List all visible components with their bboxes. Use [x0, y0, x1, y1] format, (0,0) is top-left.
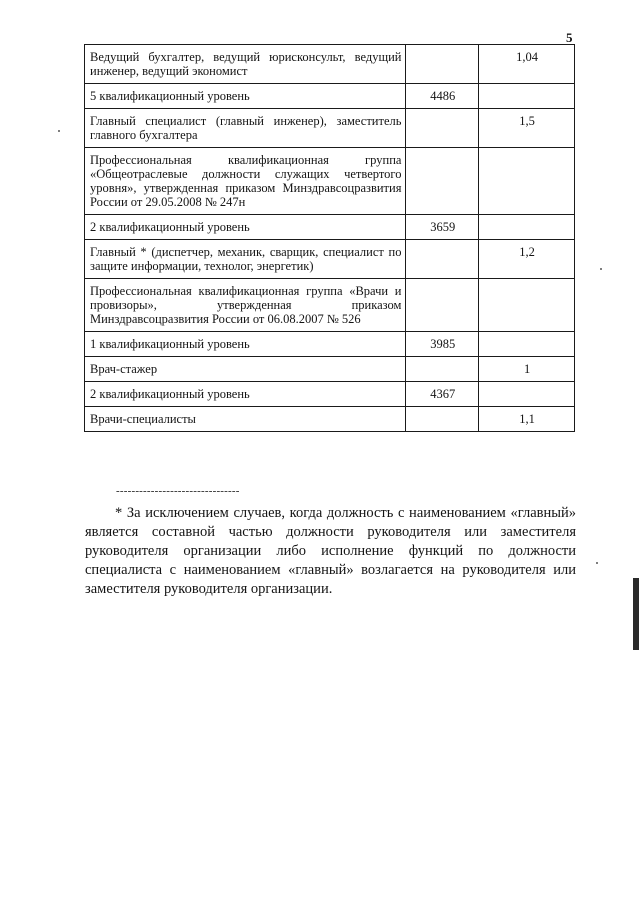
- table-row: [85, 357, 575, 382]
- scan-speck: [600, 268, 602, 270]
- table-row: [85, 240, 575, 279]
- coefficient: [479, 148, 575, 215]
- position-name: 2 квалификационный уровень: [85, 215, 406, 240]
- table-row: [85, 382, 575, 407]
- position-name: Врачи-специалисты: [85, 407, 406, 432]
- coefficient: 1,2: [479, 240, 575, 279]
- page-number: 5: [566, 30, 573, 45]
- position-name: 1 квалификационный уровень: [85, 332, 406, 357]
- table-row: [85, 332, 575, 357]
- coefficient: 1,5: [479, 109, 575, 148]
- base-rate: 3659: [406, 215, 479, 240]
- position-name: Главный * (диспетчер, механик, сварщик, специалист по защите информации, технолог, энергетик): [85, 240, 406, 279]
- salary-table: [84, 44, 575, 432]
- base-rate: [406, 109, 479, 148]
- table-row: [85, 109, 575, 148]
- group-name: Профессиональная квалификационная группа «Общеотраслевые должности служащих четвертого уровня», утвержденная приказом Минздравсоцразвития России от 29.05.2008 № 247н: [85, 148, 406, 215]
- coefficient: [479, 332, 575, 357]
- base-rate: [406, 148, 479, 215]
- table-row: [85, 148, 575, 215]
- base-rate: [406, 407, 479, 432]
- footnote-text: * За исключением случаев, когда должность с наименованием «главный» является составной частью должности руководителя или заместителя руководителя организации либо исполнение функций по должности специалиста с наименованием «главный» возлагается на руководителя или заместителя руководителя организации.: [85, 505, 576, 597]
- coefficient: [479, 84, 575, 109]
- table-row: [85, 407, 575, 432]
- coefficient: [479, 215, 575, 240]
- base-rate: [406, 240, 479, 279]
- base-rate: 4367: [406, 382, 479, 407]
- base-rate: [406, 279, 479, 332]
- coefficient: [479, 382, 575, 407]
- scan-speck: [58, 130, 60, 132]
- position-name: 2 квалификационный уровень: [85, 382, 406, 407]
- position-name: 5 квалификационный уровень: [85, 84, 406, 109]
- coefficient: [479, 279, 575, 332]
- base-rate: [406, 45, 479, 84]
- coefficient: 1: [479, 357, 575, 382]
- base-rate: 4486: [406, 84, 479, 109]
- coefficient: 1,1: [479, 407, 575, 432]
- base-rate: 3985: [406, 332, 479, 357]
- position-name: Ведущий бухгалтер, ведущий юрисконсульт, ведущий инженер, ведущий экономист: [85, 45, 406, 84]
- position-name: Врач-стажер: [85, 357, 406, 382]
- table-row: [85, 84, 575, 109]
- position-name: Главный специалист (главный инженер), заместитель главного бухгалтера: [85, 109, 406, 148]
- coefficient: 1,04: [479, 45, 575, 84]
- base-rate: [406, 357, 479, 382]
- footnote-separator: --------------------------------: [116, 485, 240, 497]
- table-row: [85, 279, 575, 332]
- group-name: Профессиональная квалификационная группа «Врачи и провизоры», утвержденная приказом Минздравсоцразвития России от 06.08.2007 № 526: [85, 279, 406, 332]
- scan-speck: [596, 562, 598, 564]
- table-row: [85, 215, 575, 240]
- scan-edge-mark: [633, 578, 639, 650]
- table-row: [85, 45, 575, 84]
